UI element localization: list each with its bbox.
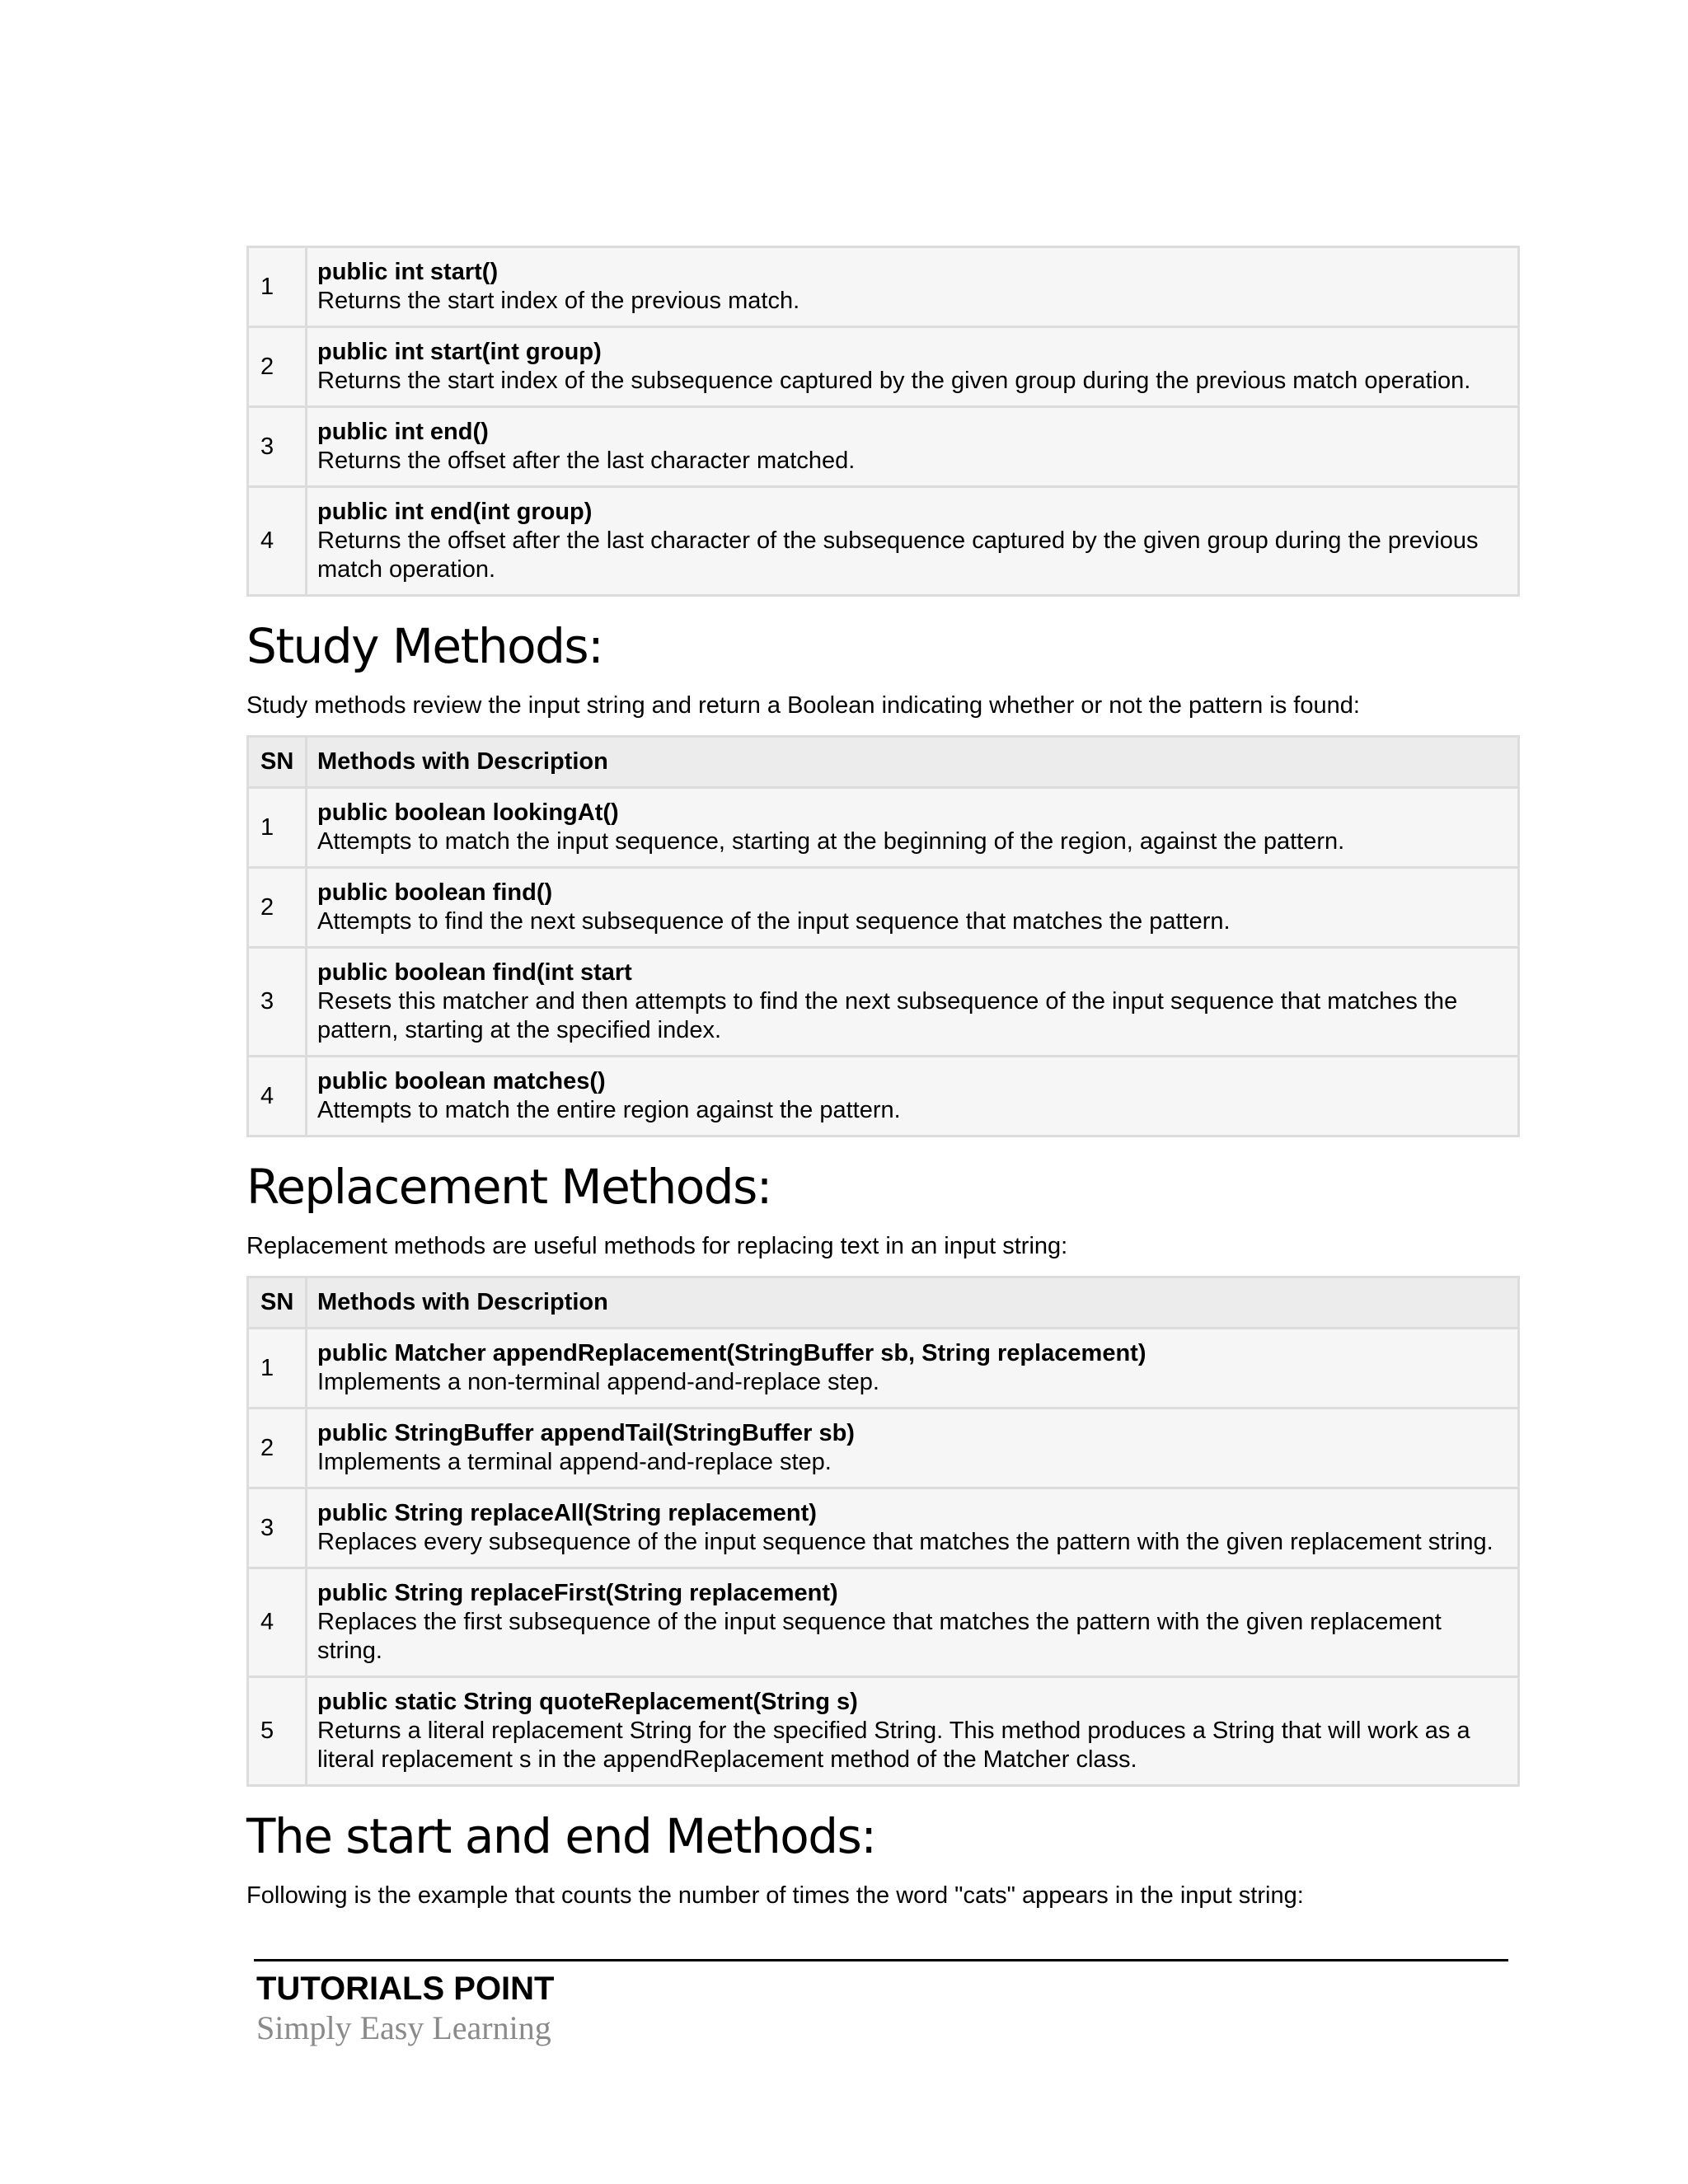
method-cell xyxy=(307,407,1519,487)
method-description: Implements a non-terminal append-and-replace step. xyxy=(317,1369,879,1395)
method-cell xyxy=(307,788,1519,868)
method-cell xyxy=(307,948,1519,1057)
row-number: 2 xyxy=(248,1408,307,1488)
method-signature: public StringBuffer appendTail(StringBuffer sb) xyxy=(317,1420,855,1446)
method-description: Attempts to match the entire region against the pattern. xyxy=(317,1097,901,1123)
method-signature: public int end() xyxy=(317,419,489,445)
table-row xyxy=(248,247,1519,327)
method-signature: public Matcher appendReplacement(StringBuffer sb, String replacement) xyxy=(317,1340,1146,1366)
method-description: Replaces the first subsequence of the input sequence that matches the pattern with the given replacement string. xyxy=(317,1609,1442,1664)
method-description: Returns the start index of the previous match. xyxy=(317,288,800,314)
method-description: Attempts to match the input sequence, starting at the beginning of the region, against the pattern. xyxy=(317,828,1345,855)
method-description: Replaces every subsequence of the input sequence that matches the pattern with the given replacement string. xyxy=(317,1529,1493,1555)
method-description: Implements a terminal append-and-replace step. xyxy=(317,1449,832,1475)
table-row xyxy=(248,1329,1519,1408)
method-cell xyxy=(307,1057,1519,1137)
row-number: 2 xyxy=(248,327,307,407)
footer-tagline: Simply Easy Learning xyxy=(256,2009,551,2046)
column-header-sn: SN xyxy=(248,737,307,788)
table-row xyxy=(248,788,1519,868)
section-heading-replacement-methods: Replacement Methods: xyxy=(246,1159,771,1215)
table-row xyxy=(248,1408,1519,1488)
row-number: 5 xyxy=(248,1677,307,1786)
table-row xyxy=(248,487,1519,596)
method-signature: public boolean matches() xyxy=(317,1068,606,1094)
row-number: 1 xyxy=(248,1329,307,1408)
methods-table-replacement xyxy=(246,1276,1520,1787)
method-signature: public int end(int group) xyxy=(317,499,593,525)
row-number: 4 xyxy=(248,1057,307,1137)
method-cell xyxy=(307,1488,1519,1568)
footer-divider xyxy=(254,1959,1508,1961)
method-signature: public String replaceFirst(String replacement) xyxy=(317,1580,838,1606)
method-signature: public int start() xyxy=(317,259,499,285)
row-number: 2 xyxy=(248,868,307,948)
row-number: 3 xyxy=(248,1488,307,1568)
table-row xyxy=(248,948,1519,1057)
section-heading-start-end-methods: The start and end Methods: xyxy=(246,1808,876,1864)
method-description: Returns the start index of the subsequence captured by the given group during the previous match operation. xyxy=(317,368,1471,394)
method-cell xyxy=(307,487,1519,596)
table-row xyxy=(248,868,1519,948)
page-content xyxy=(246,246,1520,1925)
section-intro-start-end-methods: Following is the example that counts the number of times the word "cats" appears in the input string: xyxy=(246,1882,1304,1909)
column-header-description: Methods with Description xyxy=(307,1277,1519,1329)
row-number: 1 xyxy=(248,247,307,327)
table-header-row xyxy=(248,737,1519,788)
row-number: 4 xyxy=(248,487,307,596)
methods-table-start-end-index xyxy=(246,246,1520,597)
method-signature: public int start(int group) xyxy=(317,339,602,365)
section-intro-study-methods: Study methods review the input string and return a Boolean indicating whether or not the pattern is found: xyxy=(246,692,1360,719)
method-signature: public String replaceAll(String replacement) xyxy=(317,1500,817,1526)
method-signature: public boolean find() xyxy=(317,879,553,906)
table-header-row xyxy=(248,1277,1519,1329)
row-number: 3 xyxy=(248,407,307,487)
row-number: 4 xyxy=(248,1568,307,1677)
method-description: Resets this matcher and then attempts to find the next subsequence of the input sequence that matches the pattern, starting at the specified index. xyxy=(317,988,1458,1043)
method-description: Returns the offset after the last character matched. xyxy=(317,448,856,474)
method-cell xyxy=(307,868,1519,948)
table-row xyxy=(248,1568,1519,1677)
section-intro-replacement-methods: Replacement methods are useful methods for replacing text in an input string: xyxy=(246,1233,1068,1259)
method-description: Returns a literal replacement String for the specified String. This method produces a String that will work as a literal replacement s in the appendReplacement method of the Matcher class. xyxy=(317,1718,1470,1773)
table-row xyxy=(248,407,1519,487)
table-row xyxy=(248,1488,1519,1568)
method-cell xyxy=(307,247,1519,327)
method-signature: public boolean find(int start xyxy=(317,959,632,986)
method-cell xyxy=(307,1408,1519,1488)
table-row xyxy=(248,1677,1519,1786)
methods-table-study xyxy=(246,735,1520,1137)
row-number: 3 xyxy=(248,948,307,1057)
section-heading-study-methods: Study Methods: xyxy=(246,618,603,674)
method-description: Returns the offset after the last character of the subsequence captured by the given group during the previous match operation. xyxy=(317,527,1479,583)
method-description: Attempts to find the next subsequence of the input sequence that matches the pattern. xyxy=(317,908,1231,935)
table-row xyxy=(248,1057,1519,1137)
footer-brand: TUTORIALS POINT xyxy=(256,1971,555,2007)
table-row xyxy=(248,327,1519,407)
method-cell xyxy=(307,1568,1519,1677)
method-cell xyxy=(307,1677,1519,1786)
method-cell xyxy=(307,1329,1519,1408)
method-cell xyxy=(307,327,1519,407)
column-header-sn: SN xyxy=(248,1277,307,1329)
row-number: 1 xyxy=(248,788,307,868)
column-header-description: Methods with Description xyxy=(307,737,1519,788)
method-signature: public static String quoteReplacement(String s) xyxy=(317,1689,858,1715)
method-signature: public boolean lookingAt() xyxy=(317,799,619,826)
